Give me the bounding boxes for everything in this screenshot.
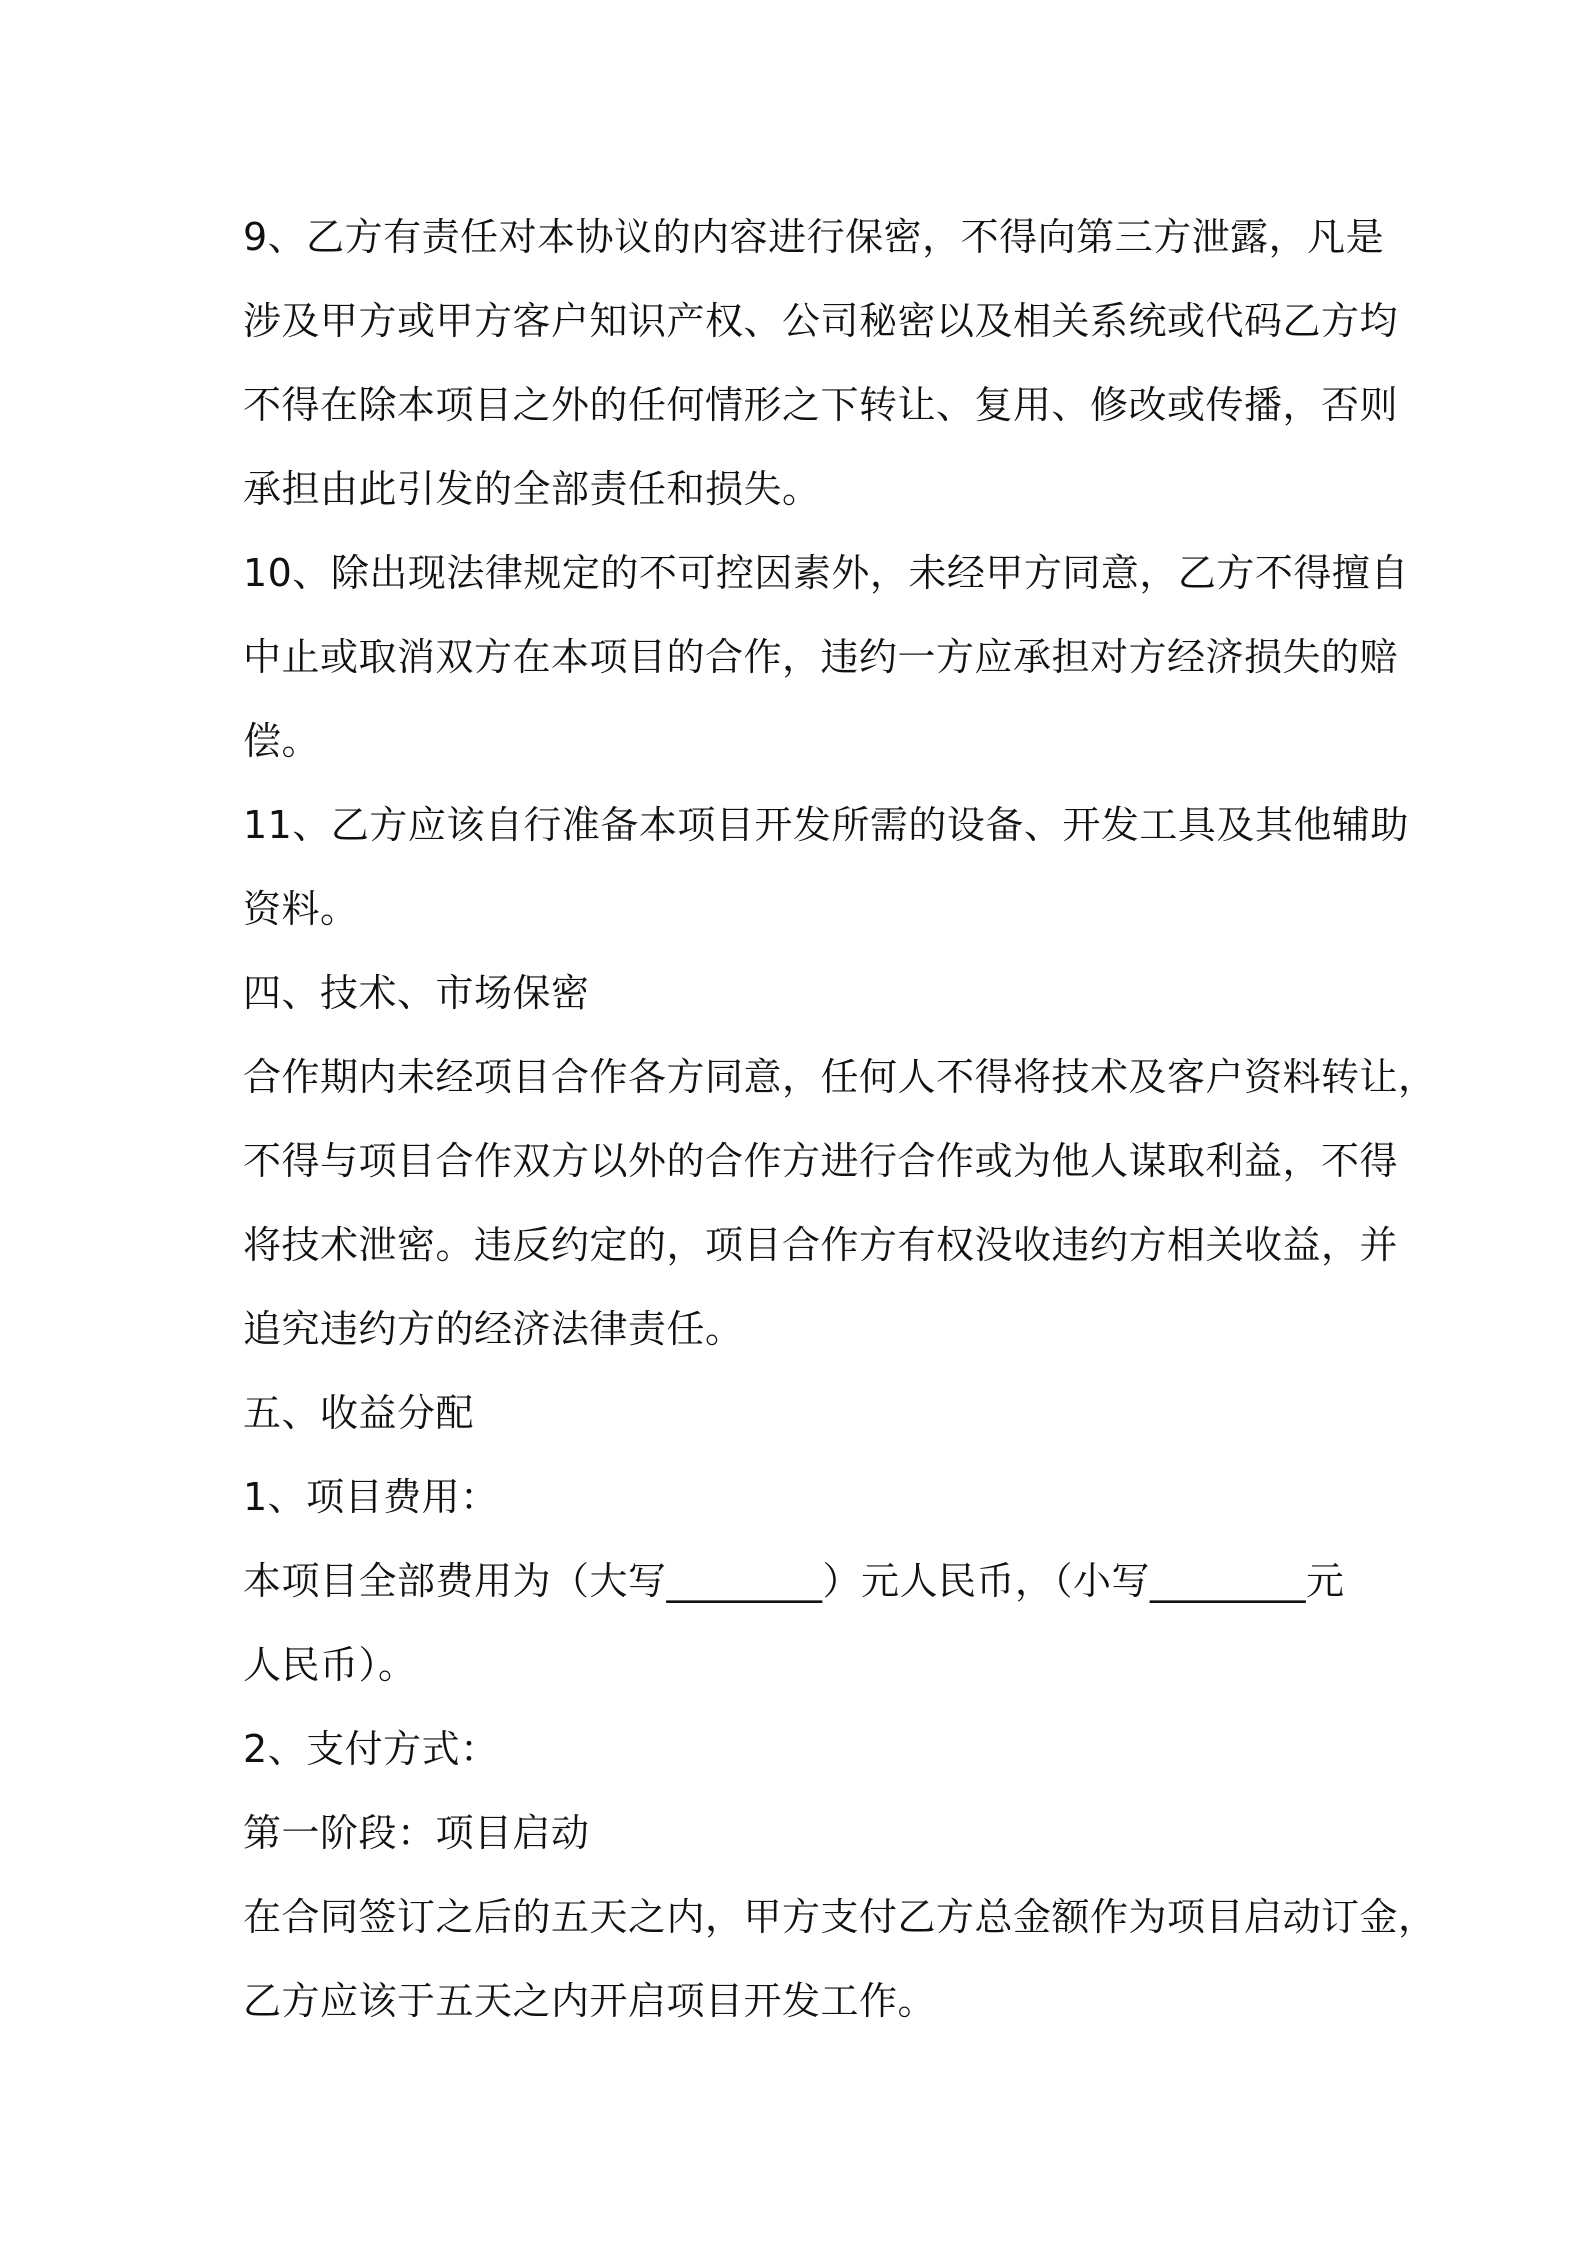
text-line: 涉及甲方或甲方客户知识产权、公司秘密以及相关系统或代码乙方均 xyxy=(243,299,1399,343)
text-line: 乙方应该于五天之内开启项目开发工作。 xyxy=(243,1979,937,2023)
subheading: 2、支付方式： xyxy=(243,1727,499,1771)
section-heading-4 xyxy=(243,951,1353,1035)
text-line: 人民币）。 xyxy=(243,1643,417,1687)
text-line: 不得在除本项目之外的任何情形之下转让、复用、修改或传播，否则 xyxy=(243,383,1399,427)
subheading: 1、项目费用： xyxy=(243,1475,499,1519)
text-line: 追究违约方的经济法律责任。 xyxy=(243,1307,744,1351)
text-line: 11、乙方应该自行准备本项目开发所需的设备、开发工具及其他辅助 xyxy=(243,803,1409,847)
text-line: 偿。 xyxy=(243,719,321,763)
text-line: 不得与项目合作双方以外的合作方进行合作或为他人谋取利益，不得 xyxy=(243,1139,1399,1183)
confidentiality-paragraph xyxy=(243,1035,1437,1371)
phase-1-paragraph xyxy=(243,1875,1437,2043)
section-heading-5 xyxy=(243,1371,1353,1455)
text-line: 10、除出现法律规定的不可控因素外，未经甲方同意，乙方不得擅自 xyxy=(243,551,1409,595)
text-line: 资料。 xyxy=(243,887,359,931)
text-line: 合作期内未经项目合作各方同意，任何人不得将技术及客户资料转让， xyxy=(243,1055,1437,1099)
clause-9 xyxy=(243,195,1399,531)
text-line: 将技术泄密。违反约定的，项目合作方有权没收违约方相关收益，并 xyxy=(243,1223,1399,1267)
text-line: 中止或取消双方在本项目的合作，违约一方应承担对方经济损失的赔 xyxy=(243,635,1399,679)
text-line: 承担由此引发的全部责任和损失。 xyxy=(243,467,821,511)
text-line: 本项目全部费用为（大写________）元人民币，（小写________元 xyxy=(243,1559,1345,1603)
clause-10 xyxy=(243,531,1409,783)
subheading: 第一阶段：项目启动 xyxy=(243,1811,590,1855)
project-fee-paragraph xyxy=(243,1539,1353,1707)
clause-11 xyxy=(243,783,1409,951)
section-title: 四、技术、市场保密 xyxy=(243,971,590,1015)
phase-1-heading xyxy=(243,1791,1353,1875)
project-fee-heading xyxy=(243,1455,1353,1539)
payment-method-heading xyxy=(243,1707,1353,1791)
text-line: 9、乙方有责任对本协议的内容进行保密，不得向第三方泄露，凡是 xyxy=(243,215,1385,259)
section-title: 五、收益分配 xyxy=(243,1391,475,1435)
document-content xyxy=(243,195,1437,2043)
text-line: 在合同签订之后的五天之内，甲方支付乙方总金额作为项目启动订金， xyxy=(243,1895,1437,1939)
